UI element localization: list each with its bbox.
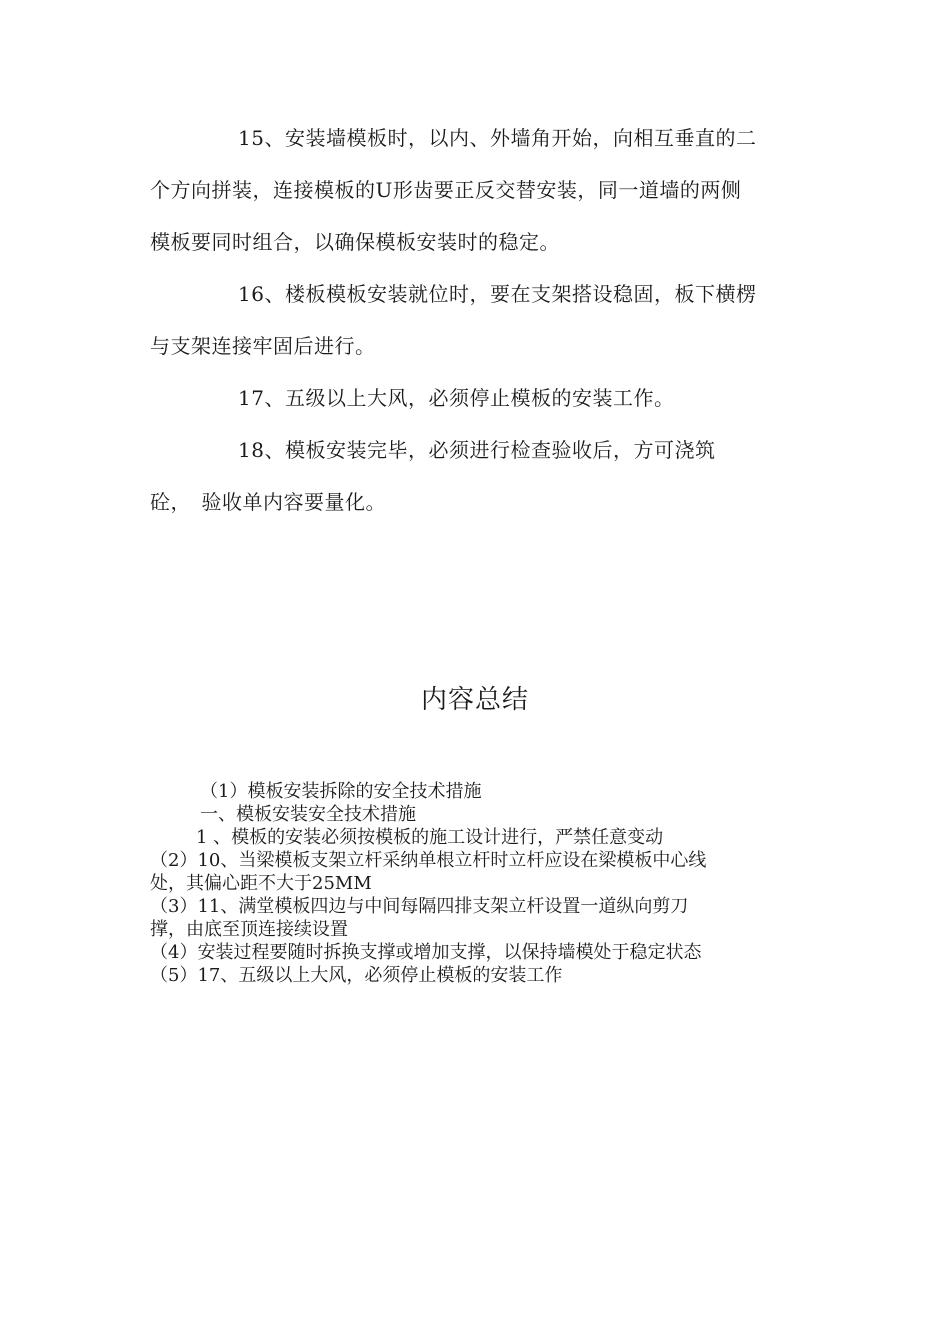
body-text <box>150 112 810 528</box>
summary-line: 处，其偏心距不大于25MM <box>150 873 372 894</box>
paragraph-15-line-2: 个方向拼装，连接模板的U形齿要正反交替安装，同一道墙的两侧 <box>150 178 742 202</box>
summary-title: 内容总结 <box>420 685 529 715</box>
summary-line: 一、模板安装安全技术措施 <box>200 804 416 825</box>
summary-line: 撑，由底至顶连接续设置 <box>150 919 348 940</box>
paragraph-15-line-3: 模板要同时组合，以确保模板安装时的稳定。 <box>150 230 560 254</box>
paragraph-16-line-2: 与支架连接牢固后进行。 <box>150 334 376 358</box>
summary-line: （5）17、五级以上大风，必须停止模板的安装工作 <box>150 965 563 986</box>
summary-line: （3）11、满堂模板四边与中间每隔四排支架立杆设置一道纵向剪刀 <box>150 896 689 917</box>
paragraph-15-line-1: 15、安装墙模板时，以内、外墙角开始，向相互垂直的二 <box>238 126 757 150</box>
paragraph-17: 17、五级以上大风，必须停止模板的安装工作。 <box>238 386 675 410</box>
summary-line: （1）模板安装拆除的安全技术措施 <box>200 781 482 802</box>
summary-list <box>150 780 810 987</box>
paragraph-18-line-2: 砼， 验收单内容要量化。 <box>150 490 386 514</box>
summary-line: （2）10、当梁模板支架立杆采纳单根立杆时立杆应设在梁模板中心线 <box>150 850 707 871</box>
paragraph-16-line-1: 16、楼板模板安装就位时，要在支架搭设稳固，板下横楞 <box>238 282 757 306</box>
paragraph-18-line-1: 18、模板安装完毕，必须进行检查验收后，方可浇筑 <box>238 438 716 462</box>
summary-line: （4）安装过程要随时拆换支撑或增加支撑，以保持墙模处于稳定状态 <box>150 942 702 963</box>
summary-line: 1 、模板的安装必须按模板的施工设计进行，严禁任意变动 <box>196 827 664 848</box>
